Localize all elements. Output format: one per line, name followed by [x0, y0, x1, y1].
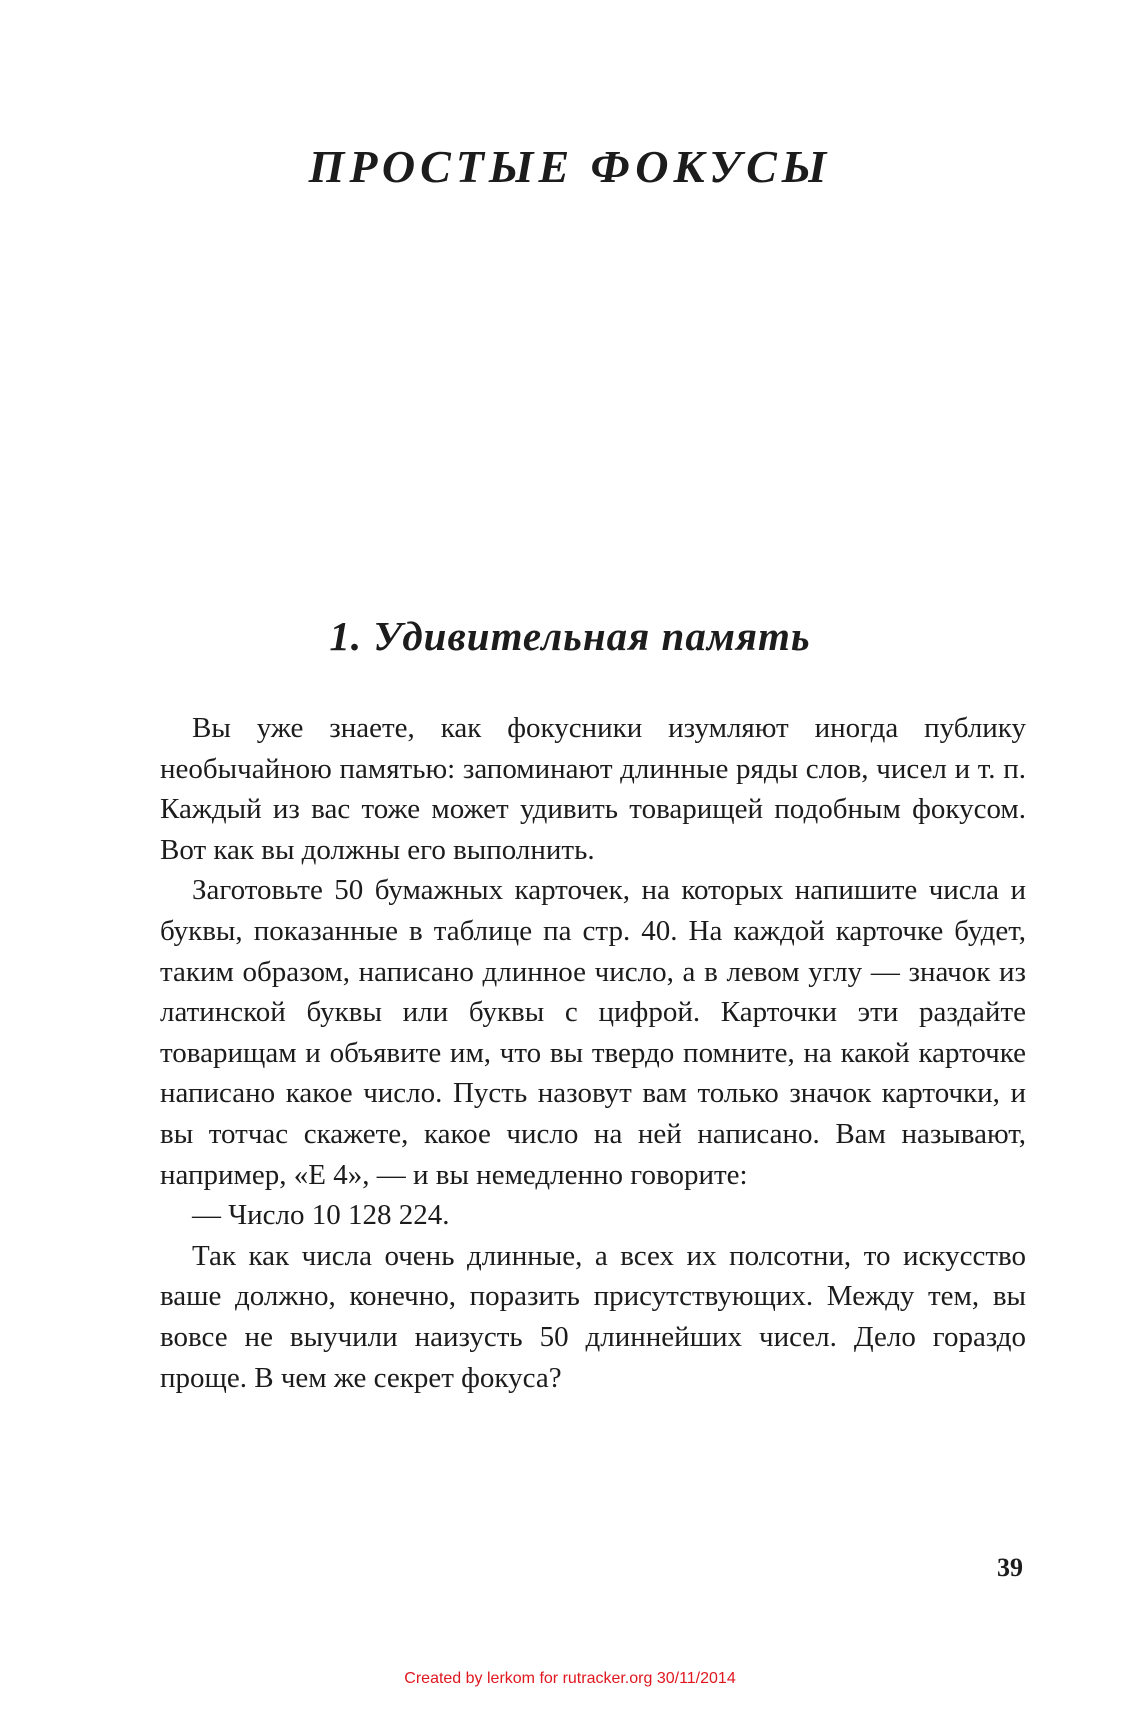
- paragraph: Вы уже знаете, как фокусники изумляют иногда публику необычайною памятью: запоминают длинные ряды слов, чисел и т. п. Каждый из вас тоже может удивить товарищей подобным фокусом. Вот как вы должны его выполнить.: [160, 712, 1026, 866]
- section-title: Удивительная память: [373, 613, 811, 659]
- paragraph: Так как числа очень длинные, а всех их полсотни, то искусство ваше должно, конечно, поразить присутствующих. Между тем, вы вовсе не выучили наизусть 50 длиннейших чисел. Дело гораздо проще. В чем же секрет фокуса?: [160, 1239, 1026, 1394]
- part-title: ПРОСТЫЕ ФОКУСЫ: [308, 141, 832, 192]
- watermark-text: Created by lerkom for rutracker.org 30/11/2014: [404, 1670, 736, 1687]
- body-text: [160, 708, 1026, 1398]
- section-number: 1.: [329, 613, 363, 659]
- section-heading: [0, 612, 1140, 660]
- dialog-line: — Число 10 128 224.: [192, 1199, 450, 1232]
- paragraph: Заготовьте 50 бумажных карточек, на которых напишите числа и буквы, показанные в таблице па стр. 40. На каждой карточке будет, таким образом, написано длинное число, а в левом углу — значок из латинской буквы или буквы с цифрой. Карточки эти раздайте товарищам и объявите им, что вы твердо помните, на какой карточке написано какое число. Пусть назовут вам только значок карточки, и вы тотчас скажете, какое число на ней написано. Вам называют, например, «E 4», — и вы немедленно говорите:: [160, 874, 1026, 1191]
- page-number: 39: [997, 1553, 1023, 1582]
